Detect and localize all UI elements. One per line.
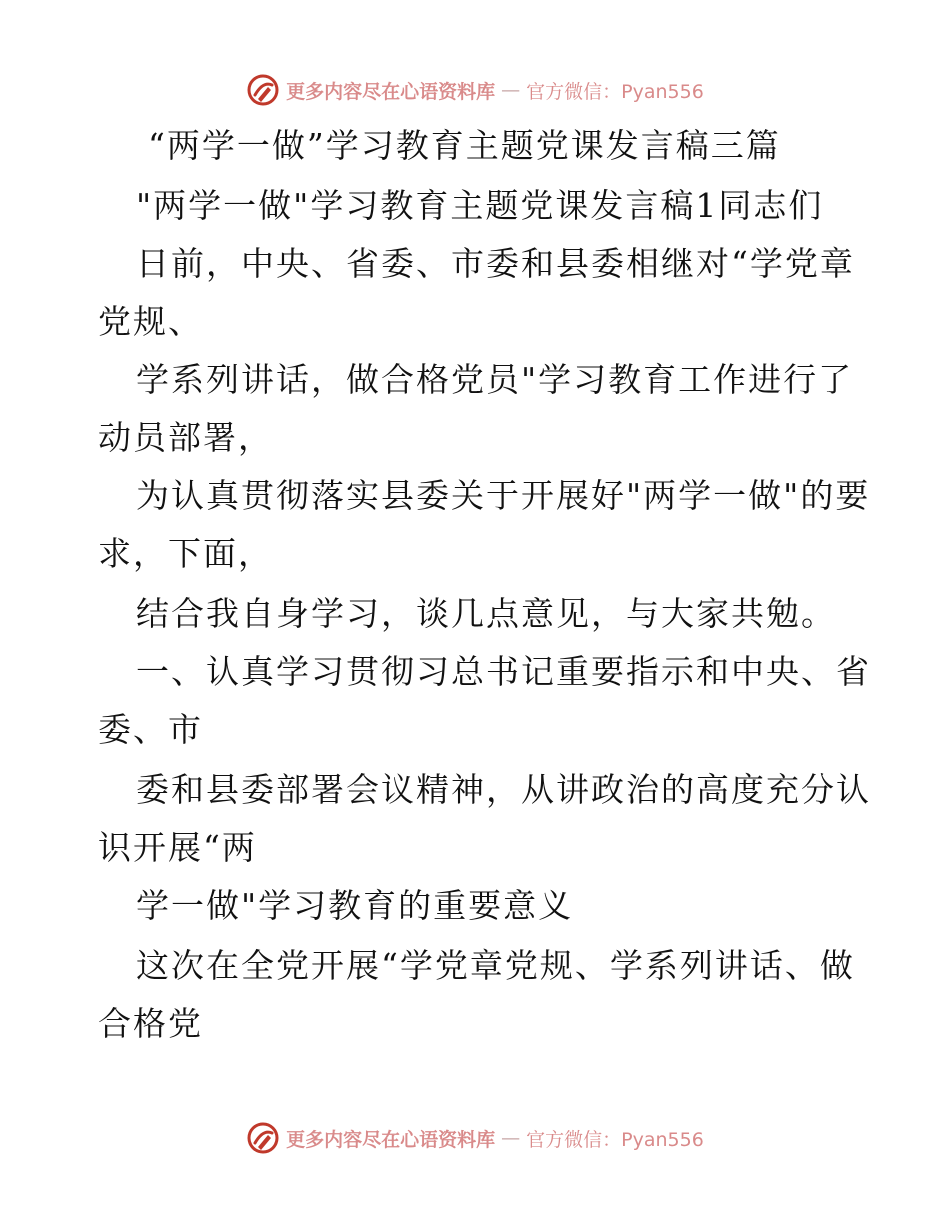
footer-banner <box>0 1118 950 1158</box>
paragraph-line: 合格党 <box>98 1004 203 1043</box>
paragraph-line: 学一做"学习教育的重要意义 <box>136 886 574 925</box>
paragraph-line: 识开展“两 <box>98 828 257 867</box>
paragraph-line: 党规、 <box>98 302 203 341</box>
pen-swirl-logo-icon <box>246 73 280 107</box>
paragraph-line: "两学一做"学习教育主题党课发言稿1同志们 <box>136 186 824 225</box>
document-title: “两学一做”学习教育主题党课发言稿三篇 <box>148 126 781 165</box>
paragraph-line: 委、市 <box>98 710 203 749</box>
paragraph-line: 求，下面， <box>98 534 273 573</box>
paragraph-line: 一、认真学习贯彻习总书记重要指示和中央、省 <box>136 652 871 691</box>
banner-separator: — <box>501 1127 521 1149</box>
paragraph-line: 委和县委部署会议精神，从讲政治的高度充分认 <box>136 770 871 809</box>
header-banner <box>0 70 950 110</box>
banner-main-text: 更多内容尽在心语资料库 <box>286 80 496 103</box>
paragraph-line: 结合我自身学习，谈几点意见，与大家共勉。 <box>136 594 836 633</box>
paragraph-line: 学系列讲话，做合格党员"学习教育工作进行了 <box>136 360 854 399</box>
paragraph-line: 这次在全党开展“学党章党规、学系列讲话、做 <box>136 946 855 985</box>
paragraph-line: 日前，中央、省委、市委和县委相继对“学党章 <box>136 244 855 283</box>
banner-wechat-text: 官方微信：Pyan556 <box>526 1128 704 1151</box>
banner-separator: — <box>501 79 521 101</box>
pen-swirl-logo-icon <box>246 1121 280 1155</box>
paragraph-line: 动员部署， <box>98 418 273 457</box>
paragraph-line: 为认真贯彻落实县委关于开展好"两学一做"的要 <box>136 476 871 515</box>
banner-main-text: 更多内容尽在心语资料库 <box>286 1128 496 1151</box>
banner-wechat-text: 官方微信：Pyan556 <box>526 80 704 103</box>
